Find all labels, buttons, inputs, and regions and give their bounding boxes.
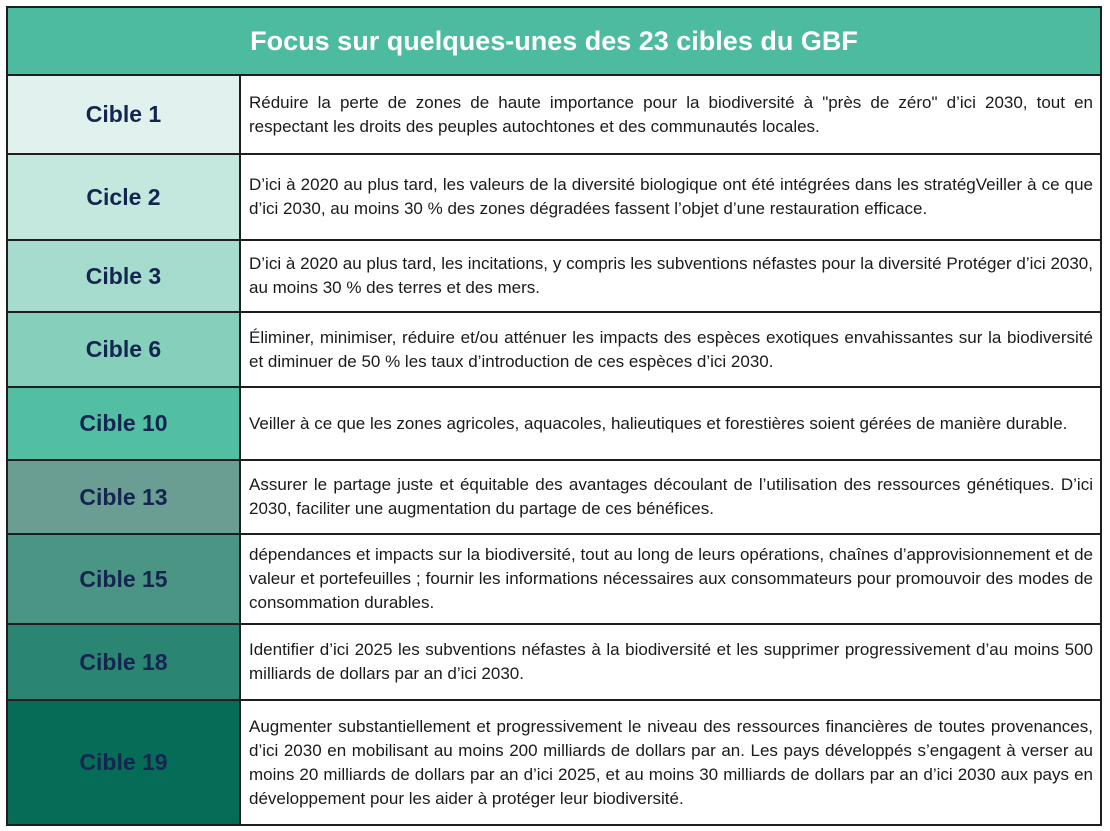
target-description-text: D’ici à 2020 au plus tard, les valeurs de la diversité biologique ont été intégrées dans les stratégVeiller à ce que d’ici 2030, au moins 30 % des zones dégradées fassent l’objet d’une restauration efficace.: [249, 175, 1093, 218]
target-description: [241, 701, 1100, 824]
target-description: [241, 625, 1100, 699]
target-description-text: Réduire la perte de zones de haute importance pour la biodiversité à "près de zéro" d’ici 2030, tout en respectant les droits des peuples autochtones et des communautés locales.: [249, 92, 1093, 136]
target-description: [241, 76, 1100, 153]
target-description-text: Assurer le partage juste et équitable des avantages découlant de l’utilisation des ressources génétiques. D’ici 2030, faciliter une augmentation du partage de ces bénéfices.: [249, 475, 1093, 518]
table-row: [8, 241, 1100, 313]
table-row: [8, 155, 1100, 241]
table-row: [8, 76, 1100, 155]
target-label: Cicle 2: [8, 155, 241, 239]
target-label: Cible 1: [8, 76, 241, 153]
target-label: Cible 15: [8, 535, 241, 623]
target-description-text: D’ici à 2020 au plus tard, les incitations, y compris les subventions néfastes pour la diversité Protéger d’ici 2030, au moins 30 % des terres et des mers.: [249, 254, 1093, 297]
target-label: Cible 13: [8, 461, 241, 533]
target-description: [241, 461, 1100, 533]
target-label: Cible 10: [8, 388, 241, 459]
target-label: Cible 6: [8, 313, 241, 386]
target-label: Cible 3: [8, 241, 241, 311]
table-row: [8, 625, 1100, 701]
target-description-text: Augmenter substantiellement et progressivement le niveau des ressources financières de toutes provenances, d’ici 2030 en mobilisant au moins 200 milliards de dollars par an. Les pays développés s’engagent à verser au moins 20 milliards de dollars par an d’ici 2025, et au moins 30 milliards de dollars par an d’ici 2030 aux pays en développement pour les aider à protéger leur biodiversité.: [249, 716, 1093, 808]
target-description-text: Éliminer, minimiser, réduire et/ou atténuer les impacts des espèces exotiques envahissantes sur la biodiversité et diminuer de 50 % les taux d’introduction de ces espèces d’ici 2030.: [249, 327, 1093, 371]
target-description: [241, 313, 1100, 386]
table-title: Focus sur quelques-unes des 23 cibles du GBF: [8, 8, 1100, 76]
target-description: [241, 241, 1100, 311]
target-description: [241, 388, 1100, 459]
table-row: [8, 535, 1100, 625]
target-description: [241, 535, 1100, 623]
gbf-targets-table: [6, 6, 1102, 826]
target-description-text: dépendances et impacts sur la biodiversité, tout au long de leurs opérations, chaînes d’approvisionnement et de valeur et portefeuilles ; fournir les informations nécessaires aux consommateurs pour promouvoir des modes de consommation durables.: [249, 545, 1093, 612]
target-description: [241, 155, 1100, 239]
table-row: [8, 461, 1100, 535]
target-description-text: Identifier d’ici 2025 les subventions néfastes à la biodiversité et les supprimer progressivement d’au moins 500 milliards de dollars par an d’ici 2030.: [249, 640, 1093, 683]
table-row: [8, 701, 1100, 824]
target-description-text: Veiller à ce que les zones agricoles, aquacoles, halieutiques et forestières soient gérées de manière durable.: [249, 413, 1068, 433]
table-row: [8, 388, 1100, 461]
table-row: [8, 313, 1100, 388]
target-label: Cible 18: [8, 625, 241, 699]
target-label: Cible 19: [8, 701, 241, 824]
